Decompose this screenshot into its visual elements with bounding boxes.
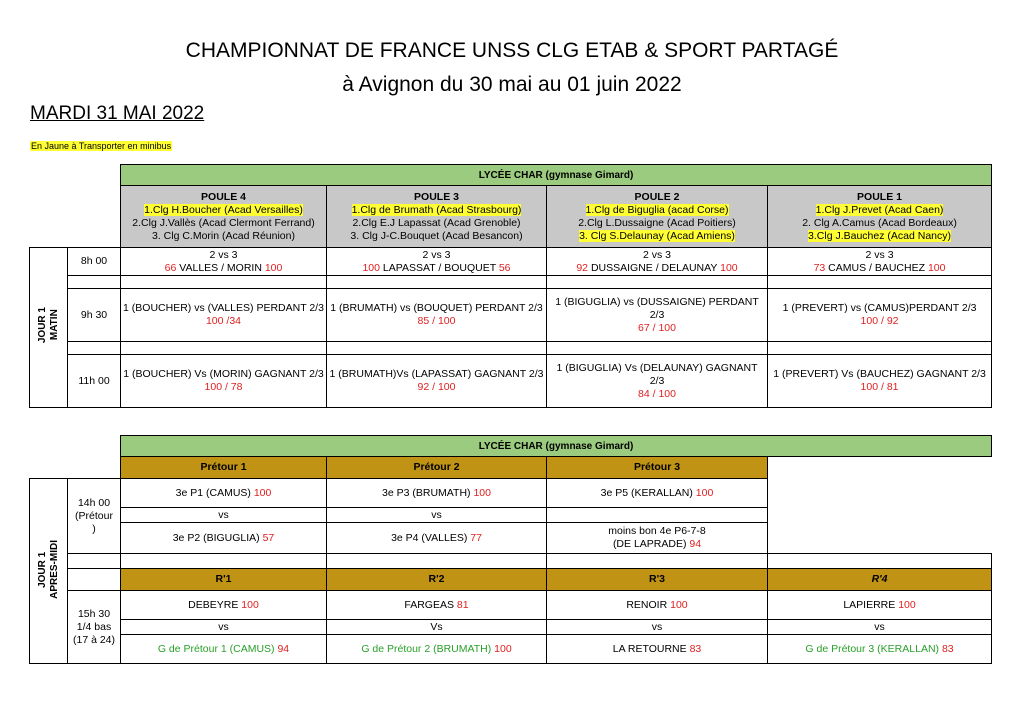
vs-cell: vs [768,620,992,635]
slot-time: 11h 00 [68,355,121,408]
pretour-cell: 3e P3 (BRUMATH) 100 [327,479,547,508]
poule-1-header [768,186,992,248]
poule-team: 2. Clg A.Camus (Acad Bordeaux) [802,216,957,229]
r-cell: FARGEAS 81 [327,591,547,620]
r-cell: G de Prétour 2 (BRUMATH) 100 [327,635,547,664]
match-cell: 1 (BRUMATH)Vs (LAPASSAT) GAGNANT 2/3 92 / 100 [327,355,547,408]
day-label-afternoon: JOUR 1 APRES-MIDI [30,479,68,664]
slot-time: 14h 00 (Prétour ) [68,479,121,554]
vs-cell: vs [121,508,327,523]
poule-title: POULE 4 [201,190,246,203]
afternoon-venue-header: LYCÉE CHAR (gymnase Gimard) [121,436,992,457]
vs-cell: vs [327,508,547,523]
match-cell: 1 (BIGUGLIA) Vs (DELAUNAY) GAGNANT 2/3 84 / 100 [547,355,768,408]
slot-time: 9h 30 [68,289,121,342]
pretour-cell: 3e P1 (CAMUS) 100 [121,479,327,508]
poule-team: 1.Clg J.Prevet (Acad Caen) [815,203,944,216]
poule-team: 2.Clg L.Dussaigne (Acad Poitiers) [578,216,736,229]
poule-team: 1.Clg de Brumath (Acad Strasbourg) [351,203,522,216]
r-cell: RENOIR 100 [547,591,768,620]
match-cell: 1 (BOUCHER) vs (VALLES) PERDANT 2/3 100 /34 [121,289,327,342]
match-cell: 2 vs 3 92 DUSSAIGNE / DELAUNAY 100 [547,248,768,276]
poule-team: 3.Clg J.Bauchez (Acad Nancy) [808,229,952,242]
r1-header: R'1 [121,569,327,591]
pretour-3-header: Prétour 3 [547,457,768,479]
morning-schedule-table [29,164,992,408]
afternoon-schedule-table [29,435,992,664]
poule-4-header [121,186,327,248]
poule-title: POULE 2 [634,190,680,203]
morning-venue-header: LYCÉE CHAR (gymnase Gimard) [121,165,992,186]
vs-cell: Vs [327,620,547,635]
match-cell: 1 (BIGUGLIA) vs (DUSSAIGNE) PERDANT 2/3 67 / 100 [547,289,768,342]
vs-cell: vs [121,620,327,635]
match-cell: 2 vs 3 66 VALLES / MORIN 100 [121,248,327,276]
pretour-cell: 3e P4 (VALLES) 77 [327,523,547,554]
legend-note: En Jaune à Transporter en minibus [31,141,172,151]
match-cell: 2 vs 3 73 CAMUS / BAUCHEZ 100 [768,248,992,276]
slot-time: 15h 30 1/4 bas (17 à 24) [68,591,121,664]
poule-team: 3. Clg S.Delaunay (Acad Amiens) [579,229,735,242]
r2-header: R'2 [327,569,547,591]
poule-team: 1.Clg H.Boucher (Acad Versailles) [144,203,303,216]
poule-title: POULE 3 [414,190,459,203]
poule-team: 3. Clg C.Morin (Acad Réunion) [152,229,295,242]
match-cell: 1 (BOUCHER) Vs (MORIN) GAGNANT 2/3 100 / 78 [121,355,327,408]
pretour-cell: 3e P2 (BIGUGLIA) 57 [121,523,327,554]
r-cell: G de Prétour 3 (KERALLAN) 83 [768,635,992,664]
match-cell: 1 (PREVERT) vs (CAMUS)PERDANT 2/3 100 / 92 [768,289,992,342]
r-cell: G de Prétour 1 (CAMUS) 94 [121,635,327,664]
poule-team: 3. Clg J-C.Bouquet (Acad Besancon) [350,229,523,242]
slot-time: 8h 00 [68,248,121,276]
poule-2-header [547,186,768,248]
match-cell: 1 (PREVERT) Vs (BAUCHEZ) GAGNANT 2/3 100 / 81 [768,355,992,408]
page-title: CHAMPIONNAT DE FRANCE UNSS CLG ETAB & SPORT PARTAGÉ [185,39,839,62]
page-subtitle: à Avignon du 30 mai au 01 juin 2022 [342,73,682,96]
poule-team: 2.Clg E.J Lapassat (Acad Grenoble) [352,216,521,229]
pretour-1-header: Prétour 1 [121,457,327,479]
r-cell: DEBEYRE 100 [121,591,327,620]
match-cell: 1 (BRUMATH) vs (BOUQUET) PERDANT 2/3 85 / 100 [327,289,547,342]
match-cell: 2 vs 3 100 LAPASSAT / BOUQUET 56 [327,248,547,276]
pretour-cell: 3e P5 (KERALLAN) 100 [547,479,768,508]
schedule-date: MARDI 31 MAI 2022 [30,103,205,124]
poule-team: 2.Clg J.Vallès (Acad Clermont Ferrand) [132,216,315,229]
poule-3-header [327,186,547,248]
vs-cell: vs [547,620,768,635]
r3-header: R'3 [547,569,768,591]
poule-title: POULE 1 [857,190,902,203]
r4-header: R'4 [768,569,992,591]
pretour-2-header: Prétour 2 [327,457,547,479]
day-label-morning: JOUR 1 MATIN [30,248,68,408]
pretour-cell: moins bon 4e P6-7-8 (DE LAPRADE) 94 [547,523,768,554]
r-cell: LAPIERRE 100 [768,591,992,620]
r-cell: LA RETOURNE 83 [547,635,768,664]
poule-team: 1.Clg de Biguglia (acad Corse) [585,203,729,216]
